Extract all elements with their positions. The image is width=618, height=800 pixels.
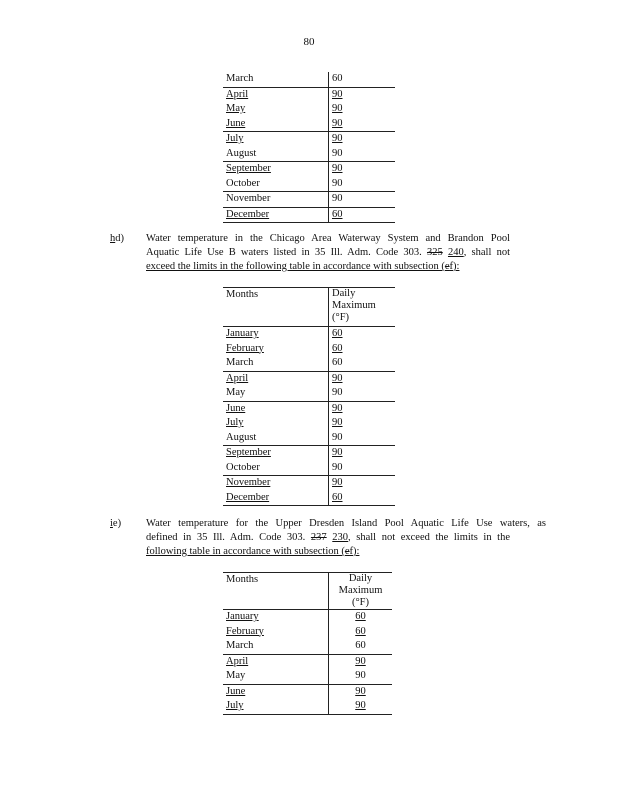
value-cell: 60 — [332, 342, 343, 354]
inserted-text: 240 — [447, 247, 464, 258]
table-row — [223, 684, 392, 699]
text-line: following table in accordance with subsection (ef): — [146, 546, 360, 557]
paragraph-text — [146, 517, 546, 559]
month-cell: September — [223, 162, 329, 177]
table-row — [223, 207, 395, 223]
table-row — [223, 476, 395, 491]
value-cell: 90 — [332, 477, 343, 488]
value-cell: 60 — [329, 639, 393, 654]
value-cell: 60 — [355, 611, 366, 622]
value-cell: 90 — [329, 117, 396, 132]
table-body — [223, 72, 395, 223]
table-row — [223, 72, 395, 87]
month-cell: June — [223, 117, 329, 132]
value-cell: 90 — [329, 147, 396, 162]
table-row — [223, 669, 392, 684]
table-row — [223, 327, 395, 342]
table-row — [223, 147, 395, 162]
table-body — [223, 610, 392, 715]
value-cell: 90 — [329, 431, 396, 446]
table-row — [223, 461, 395, 476]
table-row — [223, 431, 395, 446]
paragraph-label: hd) — [110, 233, 124, 244]
value-cell: 60 — [329, 207, 396, 223]
value-cell: 90 — [332, 447, 343, 458]
month-cell: September — [223, 446, 329, 461]
month-cell: December — [223, 491, 329, 506]
month-cell: April — [223, 654, 329, 669]
table-row — [223, 117, 395, 132]
month-cell: April — [223, 87, 329, 102]
table-body — [223, 327, 395, 506]
table-row — [223, 342, 395, 357]
value-cell: 90 — [355, 655, 366, 667]
daily-maximum-header: Daily Maximum (°F) — [329, 573, 393, 610]
table-row — [223, 356, 395, 371]
table-row — [223, 446, 395, 461]
temperature-table-continued — [223, 72, 395, 223]
text-line: defined in 35 Ill. Adm. Code 303. 237 230, shall not exceed the limits in the — [146, 532, 511, 543]
upper-dresden-temperature-table — [223, 572, 392, 715]
value-cell: 90 — [329, 461, 396, 476]
value-cell: 90 — [329, 386, 396, 401]
month-cell: July — [223, 416, 329, 431]
table-row — [223, 162, 395, 177]
month-cell: June — [223, 401, 329, 416]
value-cell: 90 — [332, 103, 343, 114]
value-cell: 90 — [332, 417, 343, 428]
month-cell: July — [223, 132, 329, 147]
deleted-text: e — [344, 546, 350, 557]
month-cell: August — [223, 431, 329, 446]
table-row — [223, 416, 395, 431]
value-cell: 60 — [329, 491, 396, 506]
table-row — [223, 625, 392, 640]
month-cell: April — [223, 371, 329, 386]
value-cell: 60 — [355, 625, 366, 637]
value-cell: 90 — [329, 699, 393, 714]
deleted-text: 237 — [310, 532, 327, 543]
month-cell: July — [223, 699, 329, 714]
month-cell: January — [223, 610, 329, 625]
month-cell: March — [223, 639, 329, 654]
paragraph-label: ie) — [110, 518, 122, 529]
month-cell: May — [223, 102, 329, 117]
value-cell: 90 — [329, 192, 396, 208]
table-header-row — [223, 288, 395, 327]
table-row — [223, 491, 395, 506]
value-cell: 90 — [332, 133, 343, 144]
table-row — [223, 177, 395, 192]
month-cell: December — [223, 207, 329, 223]
month-cell: March — [223, 356, 329, 371]
table-row — [223, 401, 395, 416]
table-row — [223, 386, 395, 401]
month-cell: March — [223, 72, 329, 87]
text-line: exceed the limits in the following table in accordance with subsection (ef): — [146, 261, 460, 272]
page-number: 80 — [303, 36, 315, 48]
value-cell: 90 — [355, 685, 366, 697]
month-cell: November — [223, 476, 329, 491]
table-row — [223, 192, 395, 208]
inserted-text: 230 — [332, 532, 349, 543]
month-cell: February — [223, 625, 329, 640]
month-cell: February — [223, 342, 329, 357]
text-line: Water temperature in the Chicago Area Waterway System and Brandon Pool — [146, 233, 510, 244]
month-cell: January — [223, 327, 329, 342]
month-cell: October — [223, 461, 329, 476]
value-cell: 90 — [332, 402, 343, 414]
text-line: Aquatic Life Use B waters listed in 35 Ill. Adm. Code 303. 325 240, shall not — [146, 247, 511, 258]
value-cell: 60 — [329, 72, 396, 87]
paragraph-text — [146, 232, 510, 274]
month-cell: May — [223, 669, 329, 684]
value-cell: 90 — [329, 669, 393, 684]
table-header-row — [223, 573, 392, 610]
value-cell: 60 — [332, 328, 343, 339]
table-row — [223, 371, 395, 386]
table-row — [223, 654, 392, 669]
daily-maximum-header: Daily Maximum (°F) — [329, 288, 396, 327]
inserted-text: f — [349, 546, 354, 557]
month-cell: August — [223, 147, 329, 162]
table-row — [223, 699, 392, 714]
table-row — [223, 610, 392, 625]
months-header: Months — [223, 573, 329, 610]
value-cell: 60 — [329, 356, 396, 371]
table-row — [223, 102, 395, 117]
text-line: Water temperature for the Upper Dresden Island Pool Aquatic Life Use waters, as — [146, 518, 546, 529]
deleted-text: 325 — [427, 247, 443, 258]
value-cell: 90 — [332, 88, 343, 100]
chicago-area-temperature-table — [223, 287, 395, 506]
value-cell: 90 — [329, 177, 396, 192]
deleted-text: e — [444, 261, 450, 272]
month-cell: May — [223, 386, 329, 401]
table-row — [223, 132, 395, 147]
month-cell: November — [223, 192, 329, 208]
inserted-text: f — [449, 261, 454, 272]
value-cell: 90 — [332, 163, 343, 174]
value-cell: 90 — [332, 372, 343, 384]
month-cell: October — [223, 177, 329, 192]
table-row — [223, 87, 395, 102]
month-cell: June — [223, 684, 329, 699]
months-header: Months — [223, 288, 329, 327]
table-row — [223, 639, 392, 654]
